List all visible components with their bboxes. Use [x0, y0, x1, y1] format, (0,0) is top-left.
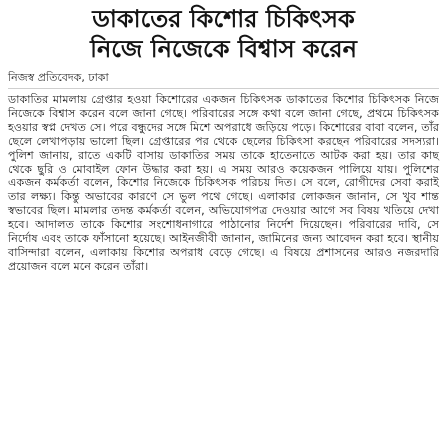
- headline-line-1: ডাকাতের কিশোর চিকিৎসক: [92, 4, 355, 33]
- article-body: [8, 93, 439, 274]
- headline-line-2: নিজে নিজেকে বিশ্বাস করেন: [90, 34, 357, 63]
- byline: নিজস্ব প্রতিবেদক, ঢাকা: [8, 70, 439, 89]
- article-body-text: ডাকাতির মামলায় গ্রেপ্তার হওয়া কিশোরের একজন চিকিৎসক ডাকাতের কিশোর চিকিৎসক নিজে নিজেকে বিশ্বাস করেন বলে জানা গেছে। পরিবারের সঙ্গে কথা বলে জানা গেছে, প্রথমে চিকিৎসক হওয়ার স্বপ্ন দেখত সে। পরে বন্ধুদের সঙ্গে মিশে অপরাধে জড়িয়ে পড়ে। কিশোরের বাবা বলেন, তাঁর ছেলে লেখাপড়ায় ভালো ছিল। গ্রেপ্তারের পর থেকে ছেলের চিকিৎসা করছেন পরিবারের সদস্যরা। পুলিশ জানায়, রাতে একটি বাসায় ডাকাতির সময় তাকে হাতেনাতে আটক করা হয়। তার কাছ থেকে ছুরি ও মোবাইল ফোন উদ্ধার করা হয়। এ সময় আরও কয়েকজন পালিয়ে যায়। পুলিশের একজন কর্মকর্তা বলেন, কিশোর নিজেকে চিকিৎসক পরিচয় দিত। সে বলে, রোগীদের সেবা করাই তার লক্ষ্য। কিন্তু অভাবের কারণে সে ভুল পথে গেছে। এলাকার লোকজন জানান, সে খুব শান্ত স্বভাবের ছিল। মামলার তদন্ত কর্মকর্তা বলেন, অভিযোগপত্র দেওয়ার আগে সব বিষয় খতিয়ে দেখা হবে। আদালত তাকে কিশোর সংশোধনাগারে পাঠানোর নির্দেশ দিয়েছেন। পরিবারের দাবি, সে নির্দোষ এবং তাকে ফাঁসানো হয়েছে। আইনজীবী জানান, জামিনের জন্য আবেদন করা হবে। স্থানীয় বাসিন্দারা বলেন, এলাকায় কিশোর অপরাধ বেড়ে গেছে। এ বিষয়ে প্রশাসনের আরও নজরদারি প্রয়োজন বলে মনে করেন তাঁরা।: [8, 93, 439, 273]
- headline: [8, 4, 439, 64]
